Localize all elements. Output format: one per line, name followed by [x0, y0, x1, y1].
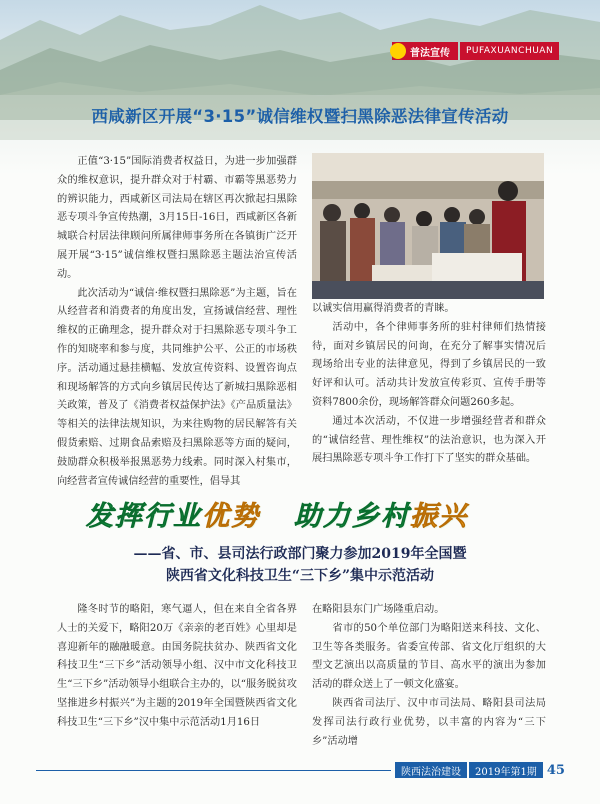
article2-paragraph: 陕西省司法厅、汉中市司法局、略阳县司法局发挥司法行政行业优势，以丰富的内容为“三下乡”活动增: [312, 697, 546, 747]
issue-number: 2019年第1期: [469, 762, 543, 778]
emblem-icon: [390, 43, 406, 59]
article2-right-column: [312, 601, 546, 751]
slogan-highlight: 优势: [202, 500, 260, 532]
article2-subtitle-line2: 陕西省文化科技卫生“三下乡”集中示范活动: [165, 568, 435, 584]
article1-paragraph: 正值“3·15”国际消费者权益日，为进一步加强群众的维权意识，提升群众对于村霸、市霸等黑恶势力的辨识能力，西咸新区司法局在辖区再次掀起扫黑除恶专项斗争宣传热潮，3月15日-16日，西咸新区各新城联合村居法律顾问所属律师事务所在各镇街广泛开展开展“3·15”诚信维权暨扫黑除恶主题法治宣传活动。: [57, 156, 297, 280]
event-photo-image: [312, 153, 544, 299]
article2-left-column: [57, 601, 297, 733]
slogan-part: 发挥行业: [86, 500, 202, 532]
article1-paragraph: 通过本次活动，不仅进一步增强经营者和群众的“诚信经营、理性维权”的法治意识，也为深入开展扫黑除恶专项斗争工作打下了坚实的群众基础。: [312, 415, 546, 465]
section-label: [392, 42, 458, 60]
article1-paragraph: 以诚实信用赢得消费者的青睐。: [312, 303, 455, 314]
article1-right-column: [312, 300, 546, 469]
slogan-part: 助力乡村: [294, 500, 410, 532]
article1-title: 西咸新区开展“3·15”诚信维权暨扫黑除恶法律宣传活动: [91, 107, 509, 126]
section-name: 普法宣传: [410, 47, 450, 59]
article2-subtitle-line1: ——省、市、县司法行政部门聚力参加2019年全国暨: [133, 546, 467, 562]
publication-name: 陕西法治建设: [395, 762, 467, 778]
section-tag: [392, 42, 559, 60]
article1-paragraph: 此次活动为“诚信·维权暨扫黑除恶”为主题，旨在从经营者和消费者的角度出发，宣扬诚信经营、理性维权的正确理念，提升群众对于扫黑除恶专项斗争工作的知晓率和参与度，共同维护公平、公正的市场秩序。活动通过悬挂横幅、发放宣传资料、设置咨询点和现场解答的方式向乡镇居民传达了新城扫黑除恶相关政策，普及了《消费者权益保护法》《产品质量法》等相关的法律法规知识，为来往购物的居民解答有关假货索赔、过期食品索赔及扫黑除恶等方面的疑问，鼓励群众积极举报黑恶势力线索。同时深入村集市，向经营者宣传诚信经营的重要性，倡导其: [57, 287, 297, 487]
section-label-en: PUFAXUANCHUAN: [460, 42, 559, 60]
article1-left-column: [57, 153, 297, 491]
footer-rule: [36, 770, 391, 771]
article2-paragraph: 省市的50个单位部门为略阳送来科技、文化、卫生等各类服务。省委宣传部、省文化厅组织的大型文艺演出以高质量的节目、高水平的演出为参加活动的群众送上了一顿文化盛宴。: [312, 622, 546, 691]
article1-paragraph: 活动中，各个律师事务所的驻村律师们热情接待，面对乡镇居民的问询，在充分了解事实情况后现场给出专业的法律意见，得到了乡镇居民的一致好评和认可。活动共计发放宣传彩页、宣传手册等资料7800余份，现场解答群众问题260多起。: [312, 321, 546, 408]
mountain-scenery: [0, 0, 600, 175]
page-footer: [395, 762, 565, 778]
article2-slogan: [86, 493, 468, 533]
article2-paragraph: 在略阳县东门广场隆重启动。: [312, 604, 445, 615]
event-photo: [312, 153, 544, 299]
article2-paragraph: 隆冬时节的略阳，寒气逼人，但在来自全省各界人士的关爱下，略阳20万《亲亲的老百姓》心里却是喜迎新年的融融暖意。由国务院扶贫办、陕西省文化科技卫生“三下乡”活动领导小组、汉中市文化科技卫生“三下乡”活动领导小组联合主办的，以“服务脱贫攻坚推进乡村振兴”为主题的2019年全国暨陕西省文化科技卫生“三下乡”汉中集中示范活动1月16日: [57, 604, 297, 728]
slogan-highlight: 振兴: [410, 500, 468, 532]
page-number: 45: [546, 762, 565, 778]
